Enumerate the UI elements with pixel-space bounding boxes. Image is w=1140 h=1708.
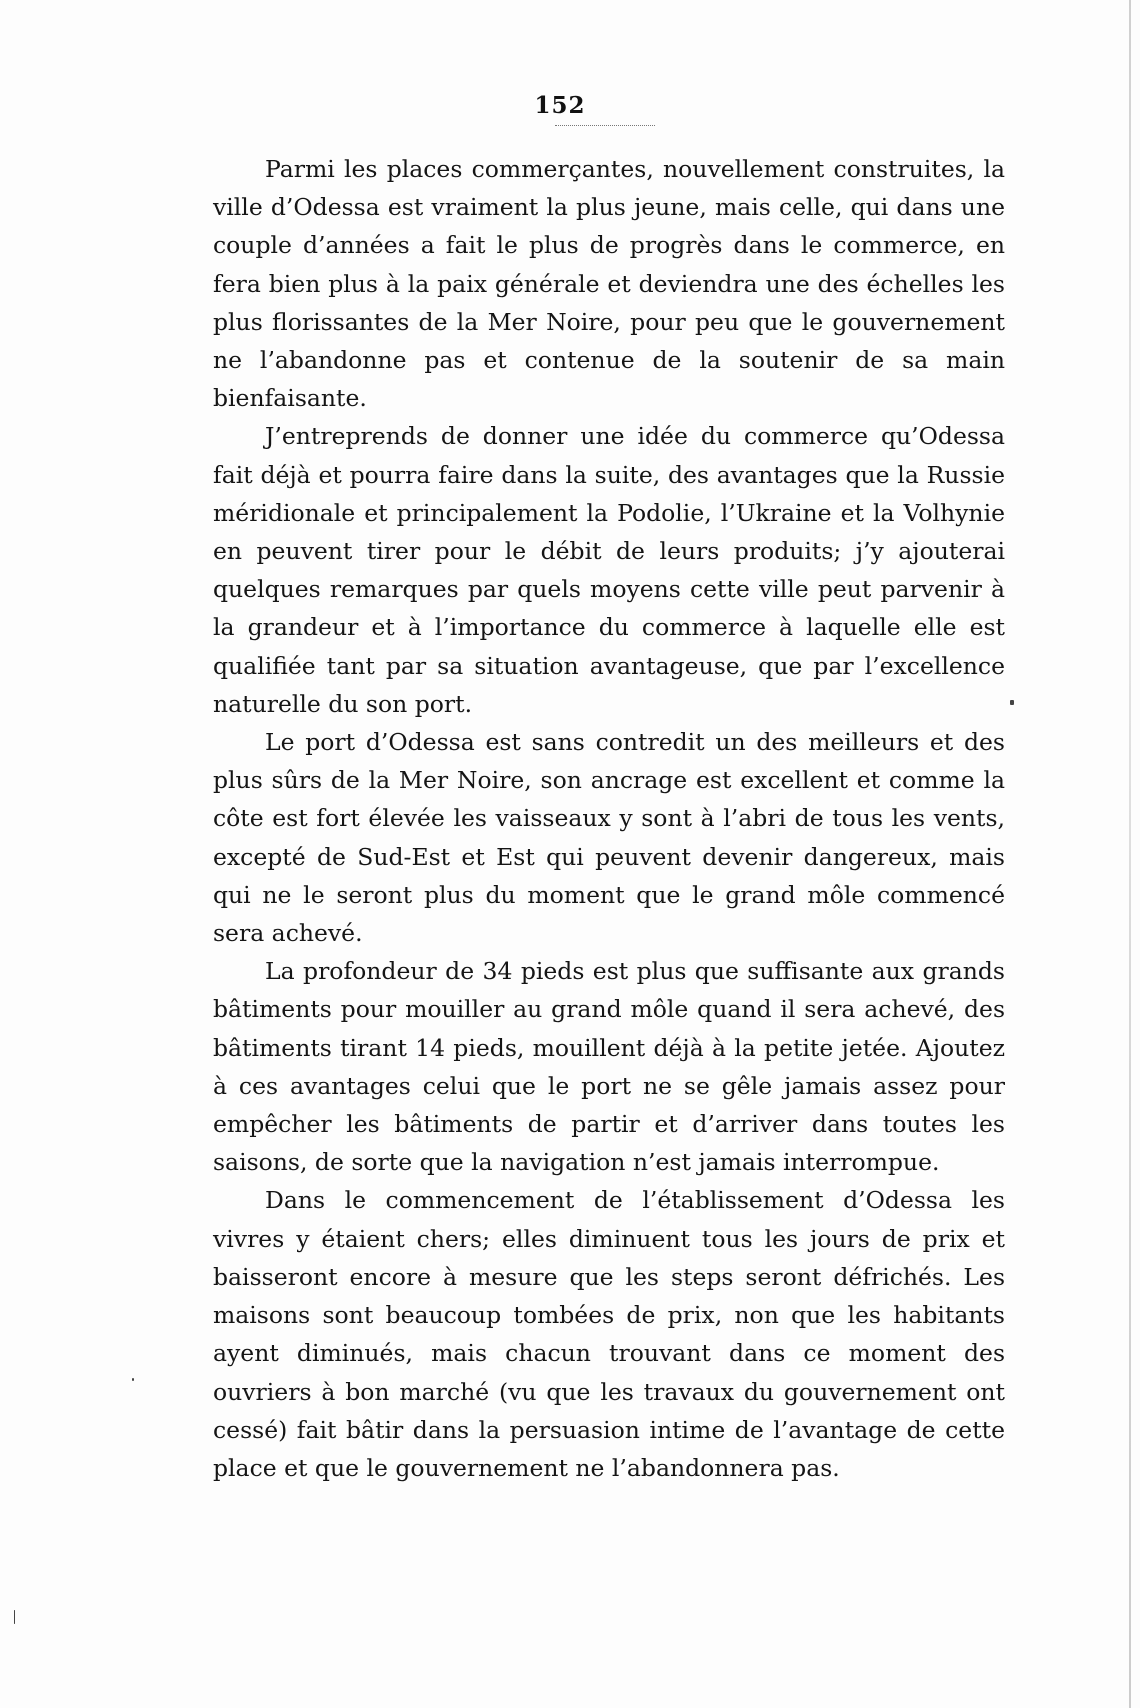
scan-speck xyxy=(132,1378,134,1381)
page-number: 152 xyxy=(534,92,586,119)
paragraph-4: La profondeur de 34 pieds est plus que suffisante aux grands bâtiments pour mouiller au grand môle quand il sera achevé, des bâtiments tirant 14 pieds, mouillent déjà à la petite jetée. Ajoutez à ces avantages celui que le port ne se gêle jamais assez pour empêcher les bâtiments de partir et d’arriver dans toutes les saisons, de sorte que la navigation n’est jamais interrompue. xyxy=(213,957,1005,1177)
body-text xyxy=(213,150,1005,1487)
scan-speck xyxy=(1010,700,1014,705)
paragraph-5: Dans le commencement de l’établissement d’Odessa les vivres y étaient chers; elles diminuent tous les jours de prix et baisseront encore à mesure que les steps seront défrichés. Les maisons sont beaucoup tombées de prix, non que les habitants ayent diminués, mais chacun trouvant dans ce moment des ouvriers à bon marché (vu que les travaux du gouvernement ont cessé) fait bâtir dans la persuasion intime de l’avantage de cette place et que le gouvernement ne l’abandonnera pas. xyxy=(213,1186,1005,1482)
scan-speck xyxy=(14,1610,15,1624)
page-number-rule xyxy=(555,125,655,126)
page-edge-line xyxy=(1129,0,1131,1708)
paragraph-3: Le port d’Odessa est sans contredit un des meilleurs et des plus sûrs de la Mer Noire, son ancrage est excellent et comme la côte est fort élevée les vaisseaux y sont à l’abri de tous les vents, excepté de Sud-Est et Est qui peuvent devenir dangereux, mais qui ne le seront plus du moment que le grand môle commencé sera achevé. xyxy=(213,728,1005,948)
paragraph-2: J’entreprends de donner une idée du commerce qu’Odessa fait déjà et pourra faire dans la suite, des avantages que la Russie méridionale et principalement la Podolie, l’Ukraine et la Volhynie en peuvent tirer pour le débit de leurs produits; j’y ajouterai quelques remarques par quels moyens cette ville peut parvenir à la grandeur et à l’importance du commerce à laquelle elle est qualifiée tant par sa situation avantageuse, que par l’excellence naturelle du son port. xyxy=(213,422,1005,718)
paragraph-1: Parmi les places commerçantes, nouvellement construites, la ville d’Odessa est vraiment la plus jeune, mais celle, qui dans une couple d’années a fait le plus de progrès dans le commerce, en fera bien plus à la paix générale et deviendra une des échelles les plus florissantes de la Mer Noire, pour peu que le gouvernement ne l’abandonne pas et contenue de la soutenir de sa main bienfaisante. xyxy=(213,155,1005,413)
